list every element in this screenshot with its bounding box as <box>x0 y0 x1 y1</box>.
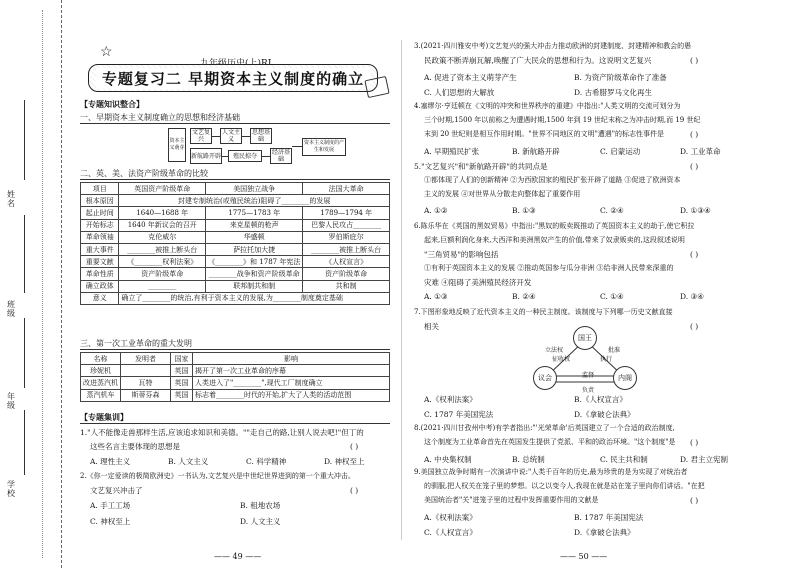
table-cell: 巴黎人民攻占________ <box>303 219 390 231</box>
q7-label: 负责 <box>582 387 595 394</box>
table-cell: 1789—1794 年 <box>303 207 390 219</box>
table-cell: 萨拉托加大捷 <box>206 243 303 255</box>
table-row <box>81 256 390 268</box>
q5-option-b[interactable]: B. ①③ <box>512 206 536 215</box>
q7-stem2: 相关 <box>424 322 439 331</box>
q5-option-a[interactable]: A. ①② <box>424 206 448 215</box>
q6-stem2: 起来,巨额利润化身来,大西洋和美洲黑奴产生的价值,带来了奴隶贩卖的,这段叙述说明 <box>424 236 685 244</box>
arrow <box>242 136 250 137</box>
q5-line1: ①都体现了人们的创新精神 ②为西欧国家的殖民扩张开辟了道路 ③促进了欧洲资本 <box>424 176 681 184</box>
flow-box-sprout: 资本主义萌芽 <box>168 128 186 162</box>
q1-stem: 1."人不能像走兽那样生活,应该追求知识和美德。""走自己的路,让别人说去吧!"但丁的 <box>80 428 364 437</box>
q6-answer-paren[interactable]: ( ) <box>690 250 699 259</box>
table-cell: 联邦制共和制 <box>206 280 303 292</box>
flow-box-system: 资本主义制度的产生和发展 <box>302 138 346 156</box>
knowledge-heading: 【专题知识整合】 <box>80 100 144 109</box>
q8-option-c[interactable]: C. 民主共和制 <box>600 455 648 464</box>
q3-stem: 3.(2021·四川雅安中考)文艺复兴的强大冲击力推动欧洲的封建制度、封建精神和教会的愚 <box>414 42 692 50</box>
q9-answer-paren[interactable]: ( ) <box>690 496 699 505</box>
q7-node-parliament: 议会 <box>533 366 557 390</box>
q1-stem2: 这些名言主要体现的思想是 <box>90 442 180 451</box>
q7-option-a[interactable]: A.《权利法案》 <box>424 395 477 404</box>
q9-option-c[interactable]: C.《人权宣言》 <box>424 528 477 537</box>
table-cell: 人类进入了"________",现代工厂制度确立 <box>193 377 390 389</box>
q7-label: 征收权 <box>552 356 571 363</box>
q3-option-b[interactable]: B. 为资产阶级革命作了准备 <box>574 73 667 82</box>
table-cell: 1640—1688 年 <box>119 207 206 219</box>
q3-stem2: 民政策不断弄崩瓦解,唤醒了广大民众的思想和行为。这说明文艺复兴 <box>424 56 652 65</box>
q1-option-a[interactable]: A. 理性主义 <box>90 457 131 466</box>
flow-box-colonial: 殖民掠夺 <box>228 150 262 162</box>
star-icon: ☆ <box>100 44 113 60</box>
q6-stem: 6.陈乐华在《英国的黑奴贸易》中指出:"黑奴的贩卖既推动了英国资本主义的劫于,使它积拉 <box>414 222 695 230</box>
name-line <box>24 100 25 180</box>
section1-title: 一、早期资本主义制度确立的思想和经济基础 <box>80 113 240 122</box>
q3-answer-paren[interactable]: ( ) <box>690 56 699 65</box>
page-title: 专题复习二 早期资本主义制度的确立 <box>96 68 370 89</box>
table-row <box>81 231 390 243</box>
q9-option-b[interactable]: B. 1787 年美国宪法 <box>574 513 644 522</box>
q4-option-a[interactable]: A. 早期殖民扩张 <box>424 147 480 156</box>
q5-option-d[interactable]: D. ①③④ <box>680 206 711 215</box>
divider <box>80 423 390 424</box>
q7-option-b[interactable]: B.《人权宣言》 <box>574 395 627 404</box>
table-row <box>81 365 390 377</box>
q7-label: 监督 <box>582 372 595 379</box>
section3-title: 三、第一次工业革命的重大发明 <box>80 339 192 348</box>
page-divider <box>401 40 402 540</box>
table-cell: 封建专制统治(或殖民统治)阻碍了________的发展 <box>119 195 390 207</box>
table-cell: ________被推上断头台 <box>119 243 206 255</box>
invention-table <box>80 352 390 402</box>
table-cell: 确立政体 <box>81 280 119 292</box>
table-cell: 英国 <box>171 377 193 389</box>
table-cell: 克伦威尔 <box>119 231 206 243</box>
table-cell: 重大事件 <box>81 243 119 255</box>
school-line <box>24 410 25 475</box>
flow-box-renaissance: 文艺复兴 <box>191 129 210 143</box>
table-cell: 罗伯斯庇尔 <box>303 231 390 243</box>
table-cell: 来克星顿的枪声 <box>206 219 303 231</box>
q4-option-c[interactable]: C. 启蒙运动 <box>600 147 641 156</box>
table-cell: 华盛顿 <box>206 231 303 243</box>
q9-stem3: 美国统治者"关"进笼子里的过程中发挥重要作用的文献是 <box>424 496 599 504</box>
table-cell: 英国 <box>171 365 193 377</box>
table-row <box>81 280 390 292</box>
table-cell: 确立了________的统治,有利于资本主义的发展,为________制度奠定基础 <box>119 292 390 304</box>
flow-box-new-route: 新航路开辟 <box>190 148 222 164</box>
q1-option-b[interactable]: B. 人文主义 <box>168 457 209 466</box>
table-cell: 《________权利法案》 <box>119 256 206 268</box>
q1-answer-paren[interactable]: ( ) <box>350 442 359 451</box>
class-line <box>24 215 25 293</box>
divider <box>80 123 390 124</box>
table-cell: 起止时间 <box>81 207 119 219</box>
cut-line <box>42 10 43 558</box>
page-number-left-value: 49 <box>232 552 243 561</box>
table-header-row <box>81 183 390 195</box>
page-title-banner <box>88 64 378 92</box>
class-label: 班级 <box>7 300 15 318</box>
q5-line2: 主义的发展 ④对世界从分散走向整体起了重要作用 <box>424 190 581 198</box>
q8-stem2: 这个制度为工业革命首先在英国发生提供了党派、平和的政治环境。"这个制度"是 <box>424 438 676 446</box>
book-icon <box>364 76 389 98</box>
q4-option-d[interactable]: D. 工业革命 <box>680 147 721 156</box>
table-header: 法国大革命 <box>303 183 390 195</box>
q3-option-c[interactable]: C. 人们思想的大解放 <box>424 88 495 97</box>
table-cell: 1640 年新议会的召开 <box>119 219 206 231</box>
table-header: 国家 <box>171 353 193 365</box>
q6-line1: ①有利于英国资本主义的发展 ②推动英国参与瓜分非洲 ③给非洲人民带来深重的 <box>424 264 674 272</box>
q6-option-a[interactable]: A. ①③ <box>424 292 448 301</box>
q2-option-b[interactable]: B. 租地农场 <box>240 501 281 510</box>
q7-node-king: 国王 <box>573 326 597 350</box>
table-cell: 革命领袖 <box>81 231 119 243</box>
table-header: 项目 <box>81 183 119 195</box>
grade-label: 年级 <box>7 392 15 410</box>
q6-option-c[interactable]: C. ①④ <box>600 292 624 301</box>
table-cell: 《________》和 1787 年宪法 <box>206 256 303 268</box>
q2-option-d[interactable]: D. 人文主义 <box>240 517 281 526</box>
table-cell: 共和制 <box>303 280 390 292</box>
q8-answer-paren[interactable]: ( ) <box>690 438 699 447</box>
table-cell: 斯蒂芬森 <box>121 389 171 401</box>
table-cell: ________战争和资产阶级革命 <box>206 268 303 280</box>
flow-box-economic-basis: 经济基础 <box>271 149 290 163</box>
q7-node-cabinet: 内阁 <box>613 366 637 390</box>
arrow <box>292 146 302 147</box>
table-cell: 瓦特 <box>121 377 171 389</box>
table-row <box>81 377 390 389</box>
table-cell <box>121 365 171 377</box>
q2-option-a[interactable]: A. 手工工场 <box>90 501 131 510</box>
table-row <box>81 292 390 304</box>
q2-answer-paren[interactable]: ( ) <box>350 486 359 495</box>
q6-option-b[interactable]: B. ②④ <box>512 292 536 301</box>
q9-option-a[interactable]: A.《权利法案》 <box>424 513 477 522</box>
q9-option-d[interactable]: D.《拿破仑法典》 <box>574 528 635 537</box>
q3-option-a[interactable]: A. 促进了资本主义萌芽产生 <box>424 73 517 82</box>
divider <box>80 179 390 180</box>
page-number-right: —— 50 —— <box>560 552 608 561</box>
revolution-table <box>80 182 390 305</box>
flow-box-thought-basis: 思想基础 <box>251 129 270 143</box>
flow-box-humanism: 人文主义 <box>221 129 240 143</box>
q8-option-a[interactable]: A. 中央集权制 <box>424 455 472 464</box>
table-cell: 《人权宣言》 <box>303 256 390 268</box>
q7-stem: 7.下图形象地反映了近代资本主义的一种民主制度。该制度与下列哪一历史文献直接 <box>414 308 673 316</box>
q8-option-b[interactable]: B. 总统制 <box>512 455 545 464</box>
q8-stem: 8.(2021·四川甘孜州中考)有学者指出:"'光荣革命'后英国建立了一个合适的政治制度, <box>414 424 675 432</box>
q8-option-d[interactable]: D. 君主立宪制 <box>680 455 729 464</box>
drills-heading: 【专题集训】 <box>80 413 128 422</box>
table-cell: 重要文献 <box>81 256 119 268</box>
q6-line2: 灾难 ④阻碍了美洲殖民经济开发 <box>424 278 532 287</box>
table-cell: 揭开了第一次工业革命的序幕 <box>193 365 390 377</box>
q4-stem2: 三个时期,1500 年以前称之为遭遇时期,1500 年到 19 世纪末称之为冲击时期,而 19 世纪 <box>424 116 701 124</box>
table-cell: 开始标志 <box>81 219 119 231</box>
table-cell: 资产阶级革命 <box>119 268 206 280</box>
q5-stem: 5."文艺复兴"和"新航路开辟"的共同点是 <box>414 162 548 171</box>
table-cell: 英国 <box>171 389 193 401</box>
table-row <box>81 268 390 280</box>
q4-option-b[interactable]: B. 新航路开辟 <box>512 147 560 156</box>
q2-stem: 2.《你一定爱读的极简欧洲史》一书认为,文艺复兴是中世纪世界进到的第一个重大冲击。 <box>80 472 355 480</box>
q4-answer-paren[interactable]: ( ) <box>690 130 699 139</box>
table-row <box>81 243 390 255</box>
table-header-row <box>81 353 390 365</box>
q4-stem: 4.塞缪尔·亨廷顿在《文明的冲突和世界秩序的重建》中指出:"人类文明的交流可划分为 <box>414 102 681 110</box>
section2-title: 二、英、美、法资产阶级革命的比较 <box>80 169 208 178</box>
table-cell: 1775—1783 年 <box>206 207 303 219</box>
q5-option-c[interactable]: C. ②④ <box>600 206 624 215</box>
q7-label: 批准 <box>608 347 621 354</box>
binding-margin <box>0 0 62 568</box>
table-row <box>81 219 390 231</box>
page-number-right-value: 50 <box>578 552 589 561</box>
table-cell: ________被推上断头台 <box>303 243 390 255</box>
divider <box>80 349 390 350</box>
q7-option-d[interactable]: D.《拿破仑法典》 <box>574 410 635 419</box>
q2-option-c[interactable]: C. 神权至上 <box>90 517 131 526</box>
q4-stem3: 末到 20 世纪则是相互作用时期。"世界不同地区的文明"遭遇"的标志性事件是 <box>424 130 665 138</box>
table-cell: 资产阶级革命 <box>303 268 390 280</box>
table-cell: ________ <box>119 280 206 292</box>
table-cell: 改进蒸汽机 <box>81 377 121 389</box>
name-label: 姓名 <box>7 190 15 208</box>
table-row <box>81 195 390 207</box>
table-header: 发明者 <box>121 353 171 365</box>
table-header: 影响 <box>193 353 390 365</box>
table-header: 美国独立战争 <box>206 183 303 195</box>
q7-label: 立法权 <box>545 347 564 354</box>
q1-option-c[interactable]: C. 科学精神 <box>246 457 287 466</box>
table-cell: 珍妮机 <box>81 365 121 377</box>
q6-stem3: "三角贸易"的影响包括 <box>424 250 499 259</box>
q2-stem2: 文艺复兴冲击了 <box>90 486 143 495</box>
q7-option-c[interactable]: C. 1787 年美国宪法 <box>424 410 494 419</box>
school-label: 学校 <box>7 480 15 498</box>
table-cell: 蒸汽机车 <box>81 389 121 401</box>
q9-stem: 9.美国独立战争时期有一次演讲中说:"人类千百年的历史,最为珍贵的是为实现了对统治者 <box>414 468 688 476</box>
arrow <box>212 136 220 137</box>
table-row <box>81 389 390 401</box>
table-cell: 意义 <box>81 292 119 304</box>
arrow <box>262 156 270 157</box>
table-cell: 根本原因 <box>81 195 119 207</box>
q1-option-d[interactable]: D. 神权至上 <box>324 457 365 466</box>
table-header: 英国资产阶级革命 <box>119 183 206 195</box>
q3-option-d[interactable]: D. 古希腊罗马文化再生 <box>574 88 653 97</box>
q6-option-d[interactable]: D. ③④ <box>680 292 704 301</box>
grade-line <box>24 318 25 388</box>
table-cell: 标志着________时代的开始,扩大了人类的活动范围 <box>193 389 390 401</box>
table-row <box>81 207 390 219</box>
q9-stem2: 的驯服,把人权关在笼子里的梦想。以之以变今人,我现在就是站在笼子里向你们讲话。"在把 <box>424 482 705 490</box>
table-cell: 革命性质 <box>81 268 119 280</box>
q7-label: 执行 <box>600 356 613 363</box>
page-number-left: —— 49 —— <box>214 552 262 561</box>
q5-answer-paren[interactable]: ( ) <box>690 162 699 171</box>
table-header: 名称 <box>81 353 121 365</box>
q7-answer-paren[interactable]: ( ) <box>690 322 699 331</box>
